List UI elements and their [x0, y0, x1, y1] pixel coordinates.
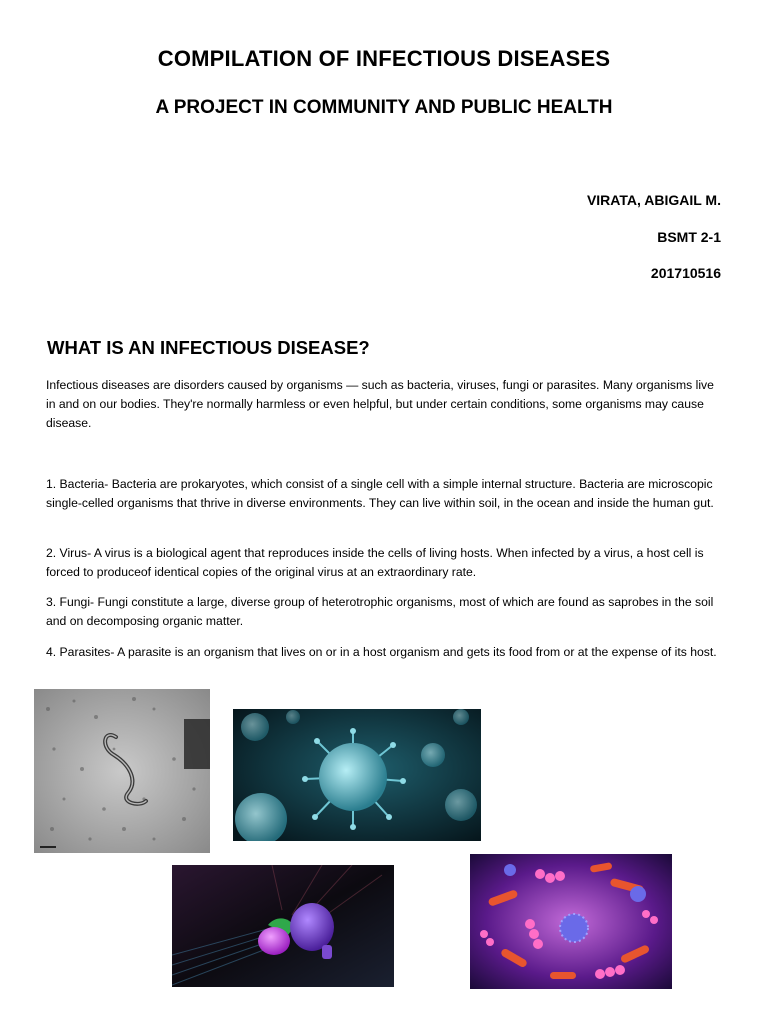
document-subtitle: A PROJECT IN COMMUNITY AND PUBLIC HEALTH	[155, 97, 613, 118]
document-title: COMPILATION OF INFECTIOUS DISEASES	[157, 46, 611, 71]
item-text: Fungi constitute a large, diverse group of heterotrophic organisms, most of which are found as saprobes in the soil and on decomposing organic matter.	[46, 595, 714, 628]
intro-paragraph: Infectious diseases are disorders caused by organisms — such as bacteria, viruses, fungi or parasites. Many organisms live in and on our bodies. They're normally harmless or even helpful, but under certain conditions, some organisms may cause disease.	[46, 378, 714, 430]
item-fungi	[46, 593, 726, 631]
item-bacteria	[46, 475, 726, 513]
fungi-render-image	[172, 865, 394, 987]
item-term: 1. Bacteria-	[46, 477, 109, 491]
virus-particles-image	[233, 709, 481, 841]
item-term: 4. Parasites-	[46, 645, 115, 659]
author-section: BSMT 2-1	[657, 229, 721, 245]
item-term: 2. Virus-	[46, 546, 92, 560]
item-virus	[46, 544, 726, 582]
author-id-number: 201710516	[650, 265, 721, 281]
item-text: A parasite is an organism that lives on or in a host organism and gets its food from or at the expense of its host.	[114, 645, 717, 659]
item-text: Bacteria are prokaryotes, which consist of a single cell with a simple internal structure. Bacteria are microscopic single-celled organisms that thrive in diverse environments. They can live within soil, in the ocean and inside the human gut.	[46, 477, 714, 510]
item-term: 3. Fungi-	[46, 595, 95, 609]
item-parasites	[46, 643, 726, 662]
parasite-microscope-image	[34, 689, 210, 853]
section-heading: WHAT IS AN INFECTIOUS DISEASE?	[47, 337, 370, 358]
author-name: VIRATA, ABIGAIL M.	[586, 192, 721, 208]
item-text: A virus is a biological agent that reproduces inside the cells of living hosts. When infected by a virus, a host cell is forced to produceof identical copies of the original virus at an extraordinary rate.	[46, 546, 704, 579]
bacteria-cells-image	[470, 854, 672, 989]
